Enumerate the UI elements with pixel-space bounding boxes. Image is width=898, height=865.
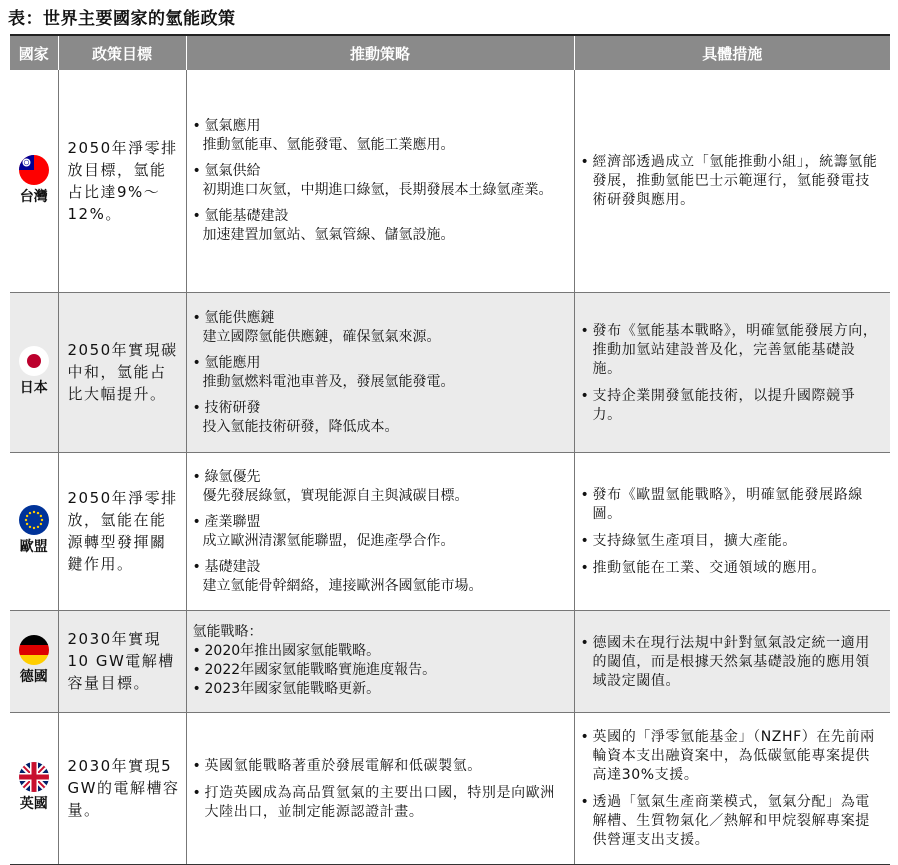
taiwan-flag-icon	[19, 155, 49, 185]
strategy-title: • 氫氣供給	[193, 162, 568, 181]
strategy-desc: 優先發展綠氫，實現能源自主與減碳目標。	[202, 487, 469, 504]
header-strategy: 推動策略	[186, 35, 574, 70]
measures-cell	[574, 70, 890, 292]
measure-item: • 推動氫能在工業、交通領域的應用。	[581, 559, 885, 578]
policy-table	[10, 34, 890, 865]
strategy-list-item: • 英國氫能戰略著重於發展電解和低碳製氫。	[193, 757, 568, 776]
header-row	[10, 35, 890, 70]
measure-item: • 透過「氫氣生產商業模式，氫氣分配」為電解槽、生質物氣化／熱解和甲烷裂解專案提供營運支出支援。	[581, 793, 885, 850]
measure-item: • 德國未在現行法規中針對氫氣設定統一適用的閾值，而是根據天然氣基礎設施的應用領域設定閾值。	[581, 634, 885, 691]
country-name: 日本	[19, 380, 48, 396]
strategy-title: • 氫氣應用	[193, 117, 568, 136]
eu-flag-icon	[19, 505, 49, 535]
measure-item: • 經濟部透過成立「氫能推動小組」，統籌氫能發展，推動氫能巴士示範運行，氫能發電技術研發與應用。	[581, 153, 885, 210]
table-row-germany	[10, 610, 890, 712]
country-cell	[10, 70, 58, 292]
header-measures: 具體措施	[574, 35, 890, 70]
strategy-item	[193, 207, 568, 245]
strategy-cell	[186, 610, 574, 712]
table-row-eu	[10, 452, 890, 610]
japan-flag-icon	[19, 346, 49, 376]
strategy-title: • 綠氫優先	[193, 468, 568, 487]
uk-flag-icon	[19, 762, 49, 792]
country-name: 歐盟	[19, 539, 48, 555]
strategy-heading: 氫能戰略：	[192, 624, 263, 640]
measure-item: • 發布《歐盟氫能戰略》，明確氫能發展路線圖。	[581, 486, 885, 524]
table-title: 表：世界主要國家的氫能政策	[8, 9, 236, 29]
strategy-desc: 投入氫能技術研發，降低成本。	[202, 418, 399, 435]
strategy-title: • 技術研發	[193, 399, 568, 418]
policy-goal: 2030年實現5 GW的電解槽容量。	[58, 712, 186, 864]
strategy-item	[193, 558, 568, 596]
measure-item: • 英國的「淨零氫能基金」（NZHF）在先前兩輪資本支出融資案中，為低碳氫能專案提供高達30%支援。	[581, 728, 885, 785]
country-name: 英國	[19, 796, 48, 812]
country-cell	[10, 610, 58, 712]
strategy-desc: 推動氫能車、氫能發電、氫能工業應用。	[202, 137, 455, 154]
strategy-item	[193, 309, 568, 347]
table-row-taiwan	[10, 70, 890, 292]
measure-item: • 支持企業開發氫能技術，以提升國際競爭力。	[581, 387, 885, 425]
measures-cell	[574, 452, 890, 610]
strategy-desc: 推動氫燃料電池車普及，發展氫能發電。	[202, 373, 455, 390]
table-row-uk	[10, 712, 890, 864]
strategy-list-item: • 2020年推出國家氫能戰略。	[193, 642, 568, 661]
strategy-item	[193, 399, 568, 437]
country-cell	[10, 452, 58, 610]
table-row-japan	[10, 292, 890, 452]
strategy-list-item: • 2022年國家氫能戰略實施進度報告。	[193, 661, 568, 680]
strategy-desc: 建立國際氫能供應鏈，確保氫氣來源。	[202, 328, 441, 345]
header-goal: 政策目標	[58, 35, 186, 70]
strategy-desc: 加速建置加氫站、氫氣管線、儲氫設施。	[202, 227, 455, 244]
strategy-cell	[186, 712, 574, 864]
policy-goal: 2050年淨零排放，氫能在能源轉型發揮關鍵作用。	[58, 452, 186, 610]
strategy-title: • 氫能應用	[193, 354, 568, 373]
strategy-desc: 成立歐洲清潔氫能聯盟，促進產學合作。	[202, 532, 455, 549]
strategy-title: • 基礎建設	[193, 558, 568, 577]
strategy-cell	[186, 452, 574, 610]
measure-item: • 發布《氫能基本戰略》，明確氫能發展方向，推動加氫站建設普及化，完善氫能基礎設施。	[581, 322, 885, 379]
policy-goal: 2050年淨零排放目標，氫能占比達9%～12%。	[58, 70, 186, 292]
measures-cell	[574, 292, 890, 452]
strategy-list-item: • 2023年國家氫能戰略更新。	[193, 680, 568, 699]
header-country: 國家	[10, 35, 58, 70]
strategy-desc: 建立氫能骨幹網絡，連接歐洲各國氫能市場。	[202, 577, 483, 594]
strategy-list-item: • 打造英國成為高品質氫氣的主要出口國，特別是向歐洲大陸出口，並制定能源認證計畫。	[193, 784, 568, 822]
strategy-item	[193, 117, 568, 155]
strategy-item	[193, 162, 568, 200]
country-name: 德國	[19, 669, 48, 685]
measure-item: • 支持綠氫生產項目，擴大產能。	[581, 532, 885, 551]
country-name: 台灣	[19, 188, 48, 205]
strategy-cell	[186, 70, 574, 292]
measures-cell	[574, 610, 890, 712]
strategy-cell	[186, 292, 574, 452]
strategy-item	[193, 513, 568, 551]
measures-cell	[574, 712, 890, 864]
country-cell	[10, 712, 58, 864]
germany-flag-icon	[19, 635, 49, 665]
strategy-desc: 初期進口灰氫，中期進口綠氫，長期發展本土綠氫產業。	[202, 182, 553, 199]
country-cell	[10, 292, 58, 452]
policy-goal: 2030年實現10 GW電解槽容量目標。	[58, 610, 186, 712]
strategy-title: • 氫能供應鏈	[193, 309, 568, 328]
strategy-item	[193, 468, 568, 506]
strategy-title: • 產業聯盟	[193, 513, 568, 532]
strategy-item	[193, 354, 568, 392]
strategy-title: • 氫能基礎建設	[193, 207, 568, 226]
policy-goal: 2050年實現碳中和，氫能占比大幅提升。	[58, 292, 186, 452]
